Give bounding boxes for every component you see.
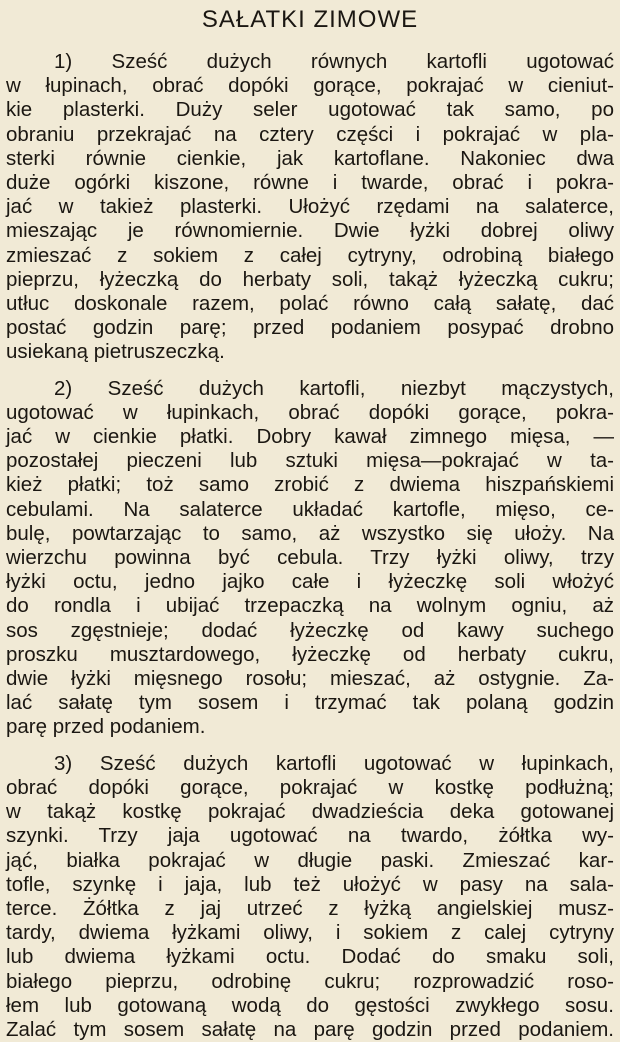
text-line: duże ogórki kiszone, równe i twarde, obrać i pokra- [6,171,614,195]
text-line: terce. Żółtka z jaj utrzeć z łyżką angielskiej musz- [6,896,614,920]
text-line: postać godzin parę; przed podaniem posypać drobno [6,316,614,340]
text-line: tardy, dwiema łyżkami oliwy, i sokiem z calej cytryny [6,921,614,945]
text-line: wierzchu powinna być cebula. Trzy łyżki oliwy, trzy [6,546,614,570]
text-line: jać w cienkie płatki. Dobry kawał zimnego mięsa, — [6,425,614,449]
text-line: bulę, powtarzając to samo, aż wszystko się ułoży. Na [6,521,614,545]
text-line: lać sałatę tym sosem i trzymać tak polaną godzin [6,691,614,715]
text-line: proszku musztardowego, łyżeczkę od herbaty cukru, [6,642,614,666]
text-line: utłuc doskonale razem, polać równo całą sałatę, dać [6,292,614,316]
text-line: kież płatki; toż samo zrobić z dwiema hiszpańskiemi [6,473,614,497]
text-line: mieszając je równomiernie. Dwie łyżki dobrej oliwy [6,219,614,243]
text-line: 1) Sześć dużych równych kartofli ugotować [54,50,614,73]
text-line: obrać dopóki gorące, pokrajać w kostkę podłużną; [6,775,614,799]
text-line: w łupinach, obrać dopóki gorące, pokrajać w cieniut- [6,74,614,98]
text-line: jać w takież plasterki. Ułożyć rzędami na salaterce, [6,195,614,219]
text-line: pieprzu, łyżeczką do herbaty soli, takąż łyżeczką cukru; [6,267,614,291]
text-line: 3) Sześć dużych kartofli ugotować w łupinkach, [54,751,614,775]
text-line: jąć, białka pokrajać w długie paski. Zmieszać kar- [6,848,614,872]
text-line: łem lub gotowaną wodą do gęstości zwykłego sosu. [6,993,614,1017]
text-line: tofle, szynkę i jaja, lub też ułożyć w pasy na sala- [6,872,614,896]
text-line: usiekaną pietruszeczką. [6,340,225,364]
text-line: do rondla i ubijać trzepaczką na wolnym ogniu, aż [6,594,614,618]
text-line: w takąż kostkę pokrajać dwadzieścia deka gotowanej [6,800,614,824]
text-line: pozostałej pieczeni lub sztuki mięsa—pokrajać w ta- [6,449,614,473]
text-line: szynki. Trzy jaja ugotować na twardo, żółtka wy- [6,824,614,848]
text-line: cebulami. Na salaterce układać kartofle, mięso, ce- [6,497,614,521]
text-line: dwie łyżki mięsnego rosołu; mieszać, aż ostygnie. Za- [6,667,614,691]
text-line: kie plasterki. Duży seler ugotować tak samo, po [6,98,614,122]
page-title: SAŁATKI ZIMOWE [201,6,419,33]
text-line: zmieszać z sokiem z całej cytryny, odrobiną białego [6,243,614,267]
text-line: białego pieprzu, odrobinę cukru; rozprowadzić roso- [6,969,614,993]
text-line: parę przed podaniem. [6,715,206,739]
text-line: obraniu przekrajać na cztery części i pokrajać w pla- [6,122,614,146]
text-line: łyżki octu, jedno jajko całe i łyżeczkę soli włożyć [6,570,614,594]
recipe-2 [6,377,614,740]
recipe-3 [6,752,614,1042]
text-line: Zalać tym sosem sałatę na parę godzin przed podaniem. [6,1017,614,1041]
text-line: lub dwiema łyżkami octu. Dodać do smaku soli, [6,945,614,969]
text-line: ugotować w łupinkach, obrać dopóki gorące, pokra- [6,400,614,424]
text-line: sterki równie cienkie, jak kartoflane. Nakoniec dwa [6,146,614,170]
recipe-1 [6,50,614,365]
text-line: 2) Sześć dużych kartofli, niezbyt mączystych, [54,376,614,400]
text-line: sos zgęstnieje; dodać łyżeczkę od kawy suchego [6,618,614,642]
